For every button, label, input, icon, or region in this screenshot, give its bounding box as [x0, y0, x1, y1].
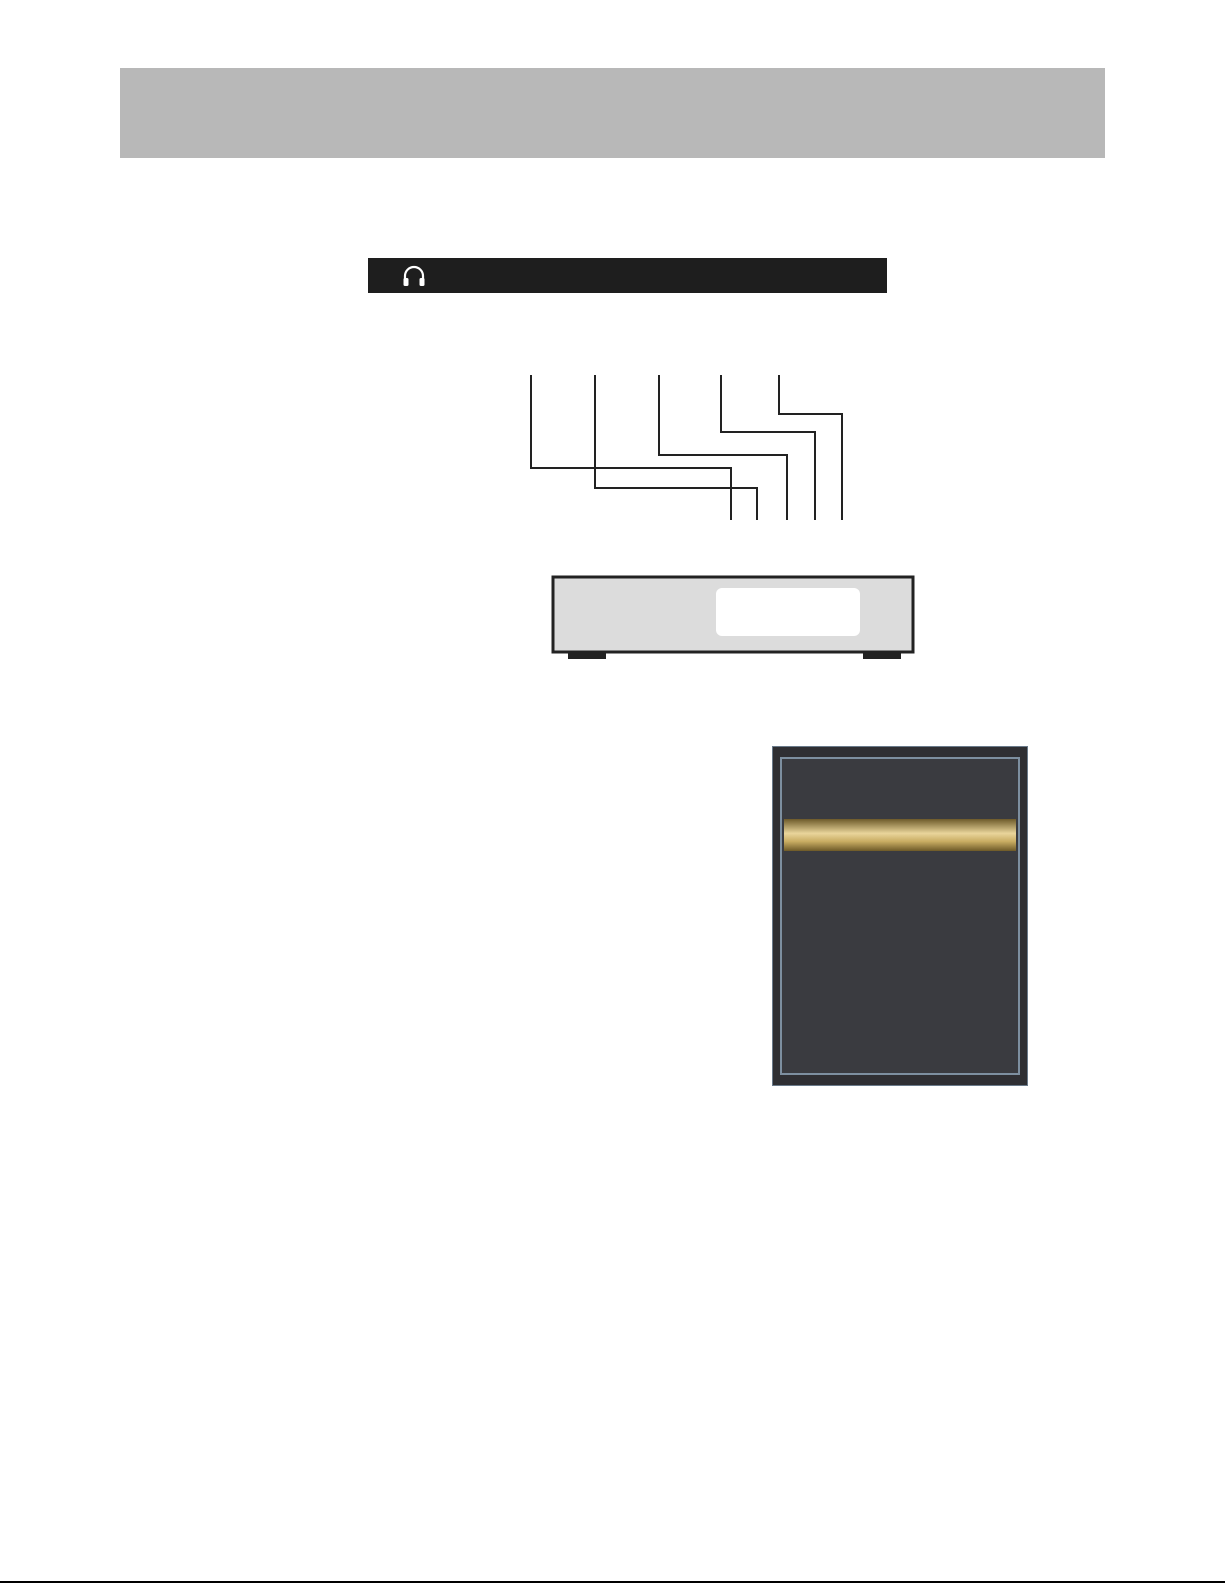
input-source-list: [782, 819, 1018, 1075]
menu-item-hdmi1[interactable]: [784, 915, 1016, 947]
cable-y: [659, 375, 787, 520]
menu-item-hdmi3[interactable]: [784, 979, 1016, 1011]
menu-item-hdmi2[interactable]: [784, 947, 1016, 979]
menu-item-vga[interactable]: [784, 1011, 1016, 1043]
cable-pr: [779, 375, 842, 520]
menu-item-av[interactable]: [784, 851, 1016, 883]
menu-item-media[interactable]: [784, 1043, 1016, 1075]
cable-left: [531, 375, 731, 520]
component-device: [553, 577, 913, 659]
menu-item-tv[interactable]: [784, 819, 1016, 851]
page-bottom-rule: [0, 1581, 1225, 1583]
component-cable-diagram: [0, 0, 1225, 700]
device-foot: [863, 652, 901, 659]
device-foot: [568, 652, 606, 659]
menu-item-component[interactable]: [784, 883, 1016, 915]
device-jack-panel: [716, 588, 860, 636]
input-source-menu: [772, 746, 1028, 1086]
input-source-inner: [780, 757, 1020, 1075]
cable-pb: [721, 375, 815, 520]
cable-right: [595, 375, 757, 520]
